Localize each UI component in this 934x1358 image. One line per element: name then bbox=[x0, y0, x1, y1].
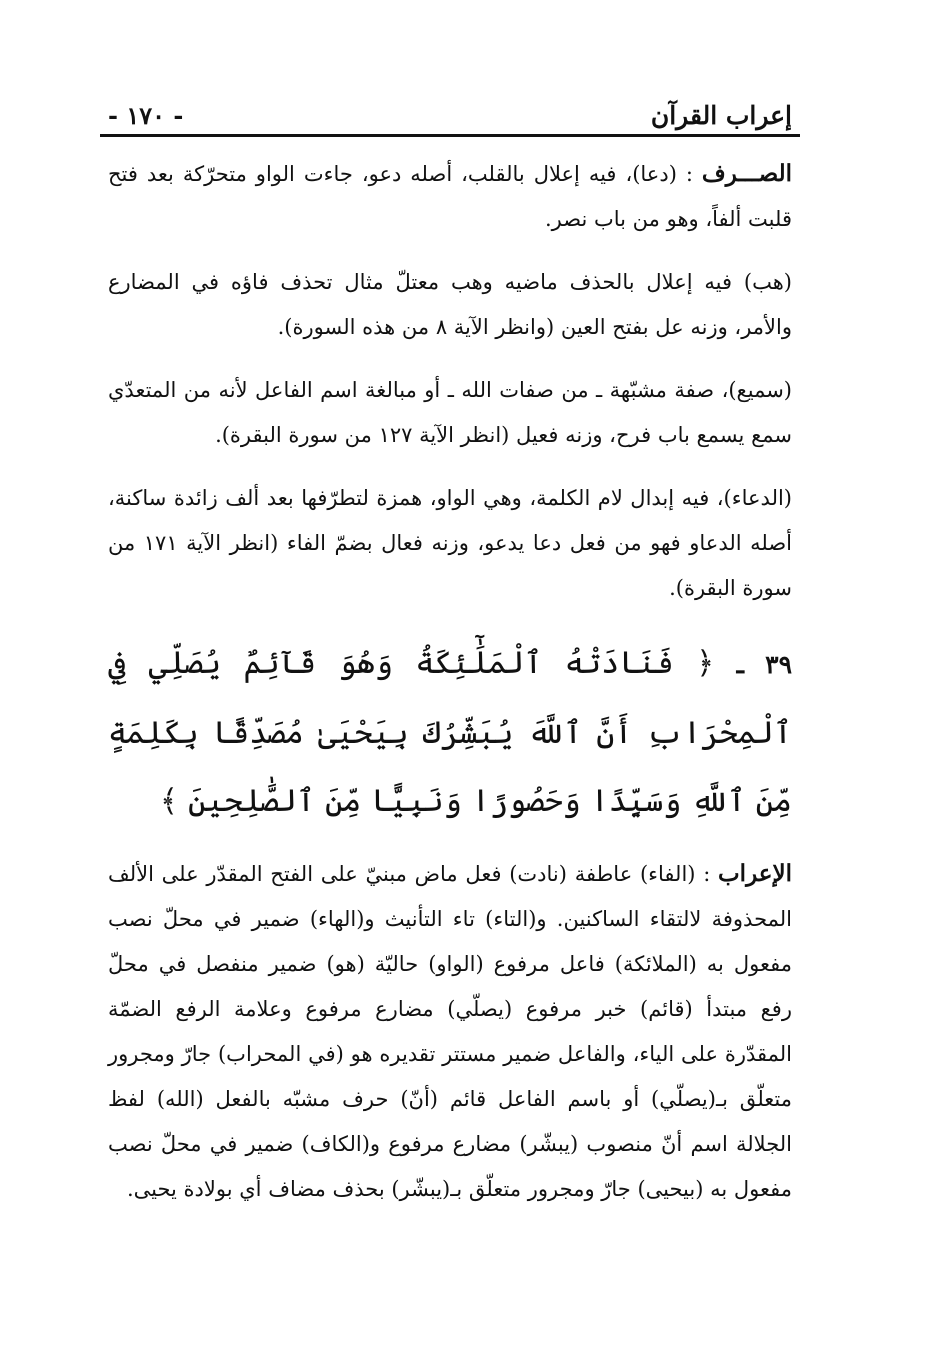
book-title: إعراب القرآن bbox=[650, 101, 792, 130]
irab-label: الإعراب bbox=[718, 860, 792, 887]
page-content bbox=[100, 137, 800, 1212]
page-number: - ١٧٠ - bbox=[108, 101, 184, 130]
samee-paragraph: (سميع)، صفة مشبّهة ـ من صفات الله ـ أو مبالغة اسم الفاعل لأنه من المتعدّي سمع يسمع باب فرح، وزنه فعيل (انظر الآية ١٢٧ من سورة البقرة). bbox=[108, 378, 792, 447]
irab-paragraph bbox=[108, 851, 792, 1212]
quran-verse bbox=[108, 629, 792, 835]
sarf-paragraph bbox=[108, 151, 792, 242]
verse-text: ﴿ فَنَادَتْهُ ٱلْمَلَٰٓئِكَةُ وَهُوَ قَآئِمٌ يُصَلِّي فِي ٱلْمِحْرَابِ أَنَّ ٱللَّهَ يُبَشِّرُكَ بِيَحْيَىٰ مُصَدِّقًا بِكَلِمَةٍ مِّنَ ٱللَّهِ وَسَيِّدًا وَحَصُورًا وَنَبِيًّا مِّنَ ٱلصَّٰلِحِينَ ﴾ bbox=[108, 645, 792, 819]
book-page bbox=[100, 78, 800, 1230]
duaa-paragraph: (الدعاء)، فيه إبدال لام الكلمة، وهي الواو، همزة لتطرّفها بعد ألف زائدة ساكنة، أصله الدعاو فهو من فعل دعا يدعو، وزنه فعال بضمّ الفاء (انظر الآية ١٧١ من سورة البقرة). bbox=[108, 486, 792, 600]
irab-text: : (الفاء) عاطفة (نادت) فعل ماض مبنيّ على الفتح المقدّر على الألف المحذوفة لالتقاء الساكنين. و(التاء) تاء التأنيث و(الهاء) ضمير في محلّ نصب مفعول به (الملائكة) فاعل مرفوع (الواو) حاليّة (هو) ضمير منفصل في محلّ رفع مبتدأ (قائم) خبر مرفوع (يصلّي) مضارع مرفوع وعلامة الرفع الضمّة المقدّرة على الياء، والفاعل ضمير مستتر تقديره هو (في المحراب) جارّ ومجرور متعلّق بـ(يصلّي) أو باسم الفاعل قائم (أنّ) حرف مشبّه بالفعل (الله) لفظ الجلالة اسم أنّ منصوب (يبشّر) مضارع مرفوع و(الكاف) ضمير في محلّ نصب مفعول به (بيحيى) جارّ ومجرور متعلّق بـ(يبشّر) بحذف مضاف أي بولادة يحيى. bbox=[108, 862, 792, 1201]
sarf-label: الصـــرف bbox=[701, 160, 792, 187]
page-header bbox=[100, 78, 800, 130]
verse-number: ٣٩ ـ bbox=[736, 650, 793, 679]
sarf-text: : (دعا)، فيه إعلال بالقلب، أصله دعو، جاءت الواو متحرّكة بعد فتح قلبت ألفاً، وهو من باب نصر. bbox=[108, 162, 792, 231]
hab-paragraph: (هب) فيه إعلال بالحذف ماضيه وهب معتلّ مثال تحذف فاؤه في المضارع والأمر، وزنه عل بفتح العين (وانظر الآية ٨ من هذه السورة). bbox=[108, 270, 792, 339]
